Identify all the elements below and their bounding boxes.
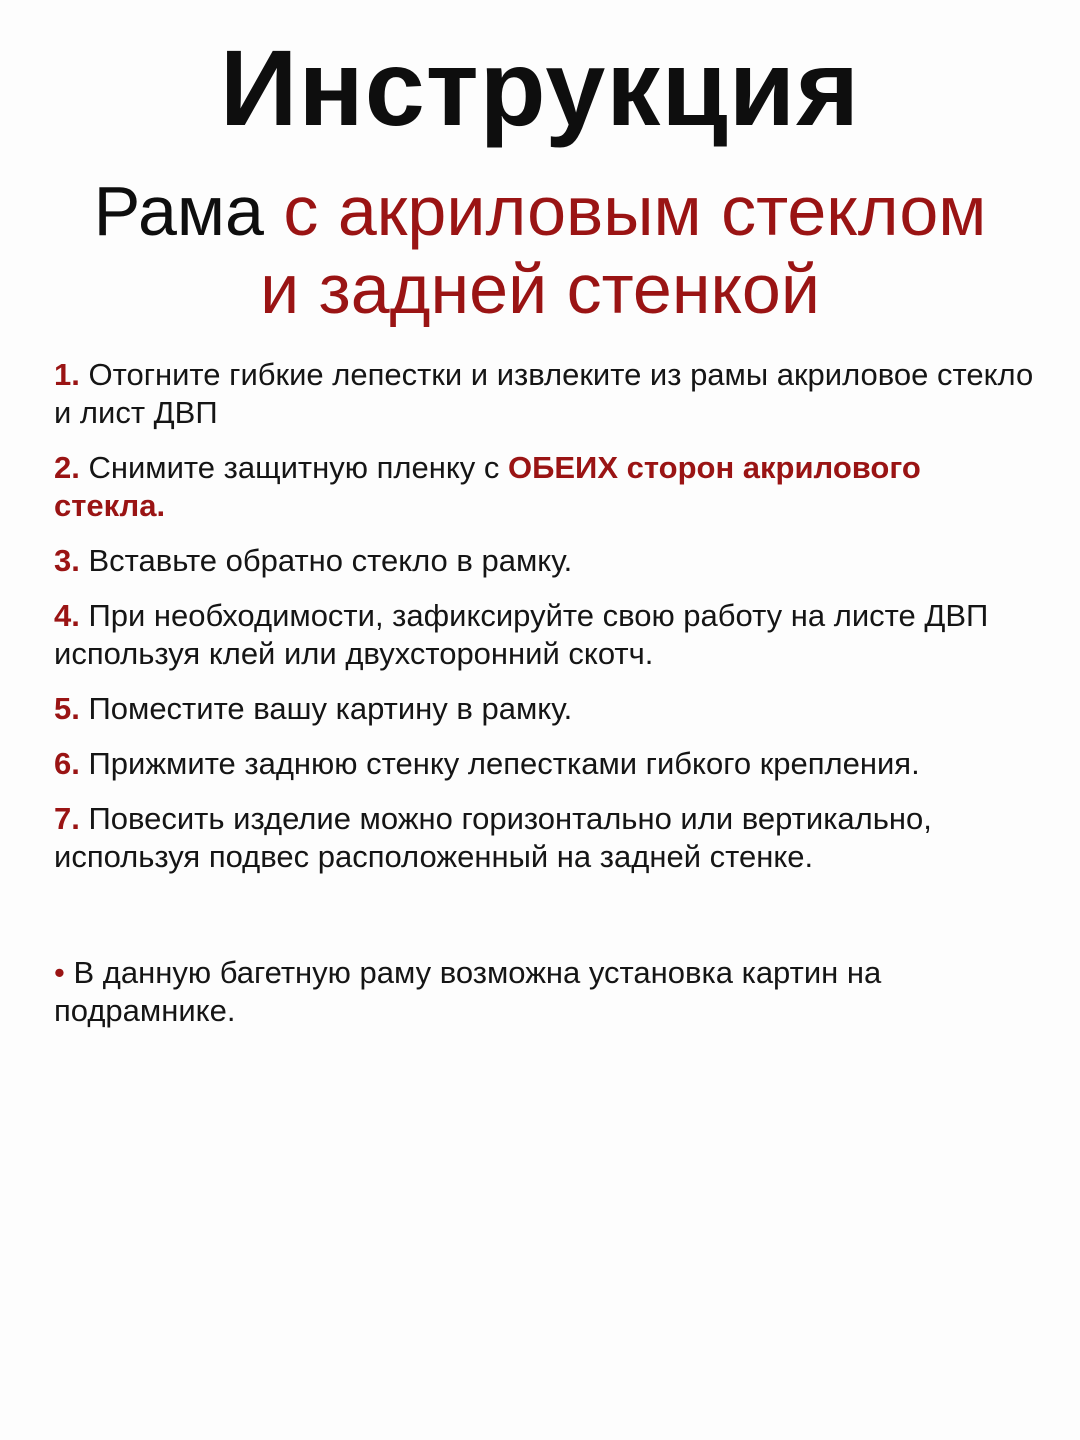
bullet-icon: •	[54, 955, 65, 990]
step-number: 7.	[54, 801, 80, 836]
step-text: Повесить изделие можно горизонтально или вертикально, используя подвес расположенный на задней стенке.	[54, 801, 932, 874]
step-6	[54, 745, 1034, 783]
subtitle-line-1	[0, 172, 1080, 250]
step-2	[54, 449, 1034, 525]
note-text: В данную багетную раму возможна установка картин на подрамнике.	[54, 955, 882, 1028]
step-3	[54, 542, 1034, 580]
subtitle-accent-1: с акриловым стеклом	[283, 172, 987, 250]
step-number: 1.	[54, 357, 80, 392]
step-number: 3.	[54, 543, 80, 578]
step-emphasis: ОБЕИХ сторон акрилового стекла.	[54, 450, 921, 523]
step-1	[54, 356, 1034, 432]
step-number: 4.	[54, 598, 80, 633]
subtitle	[0, 172, 1080, 328]
step-text: Прижмите заднюю стенку лепестками гибкого крепления.	[88, 746, 920, 781]
step-7	[54, 800, 1034, 876]
note	[54, 954, 1034, 1030]
step-text: Отогните гибкие лепестки и извлеките из рамы акриловое стекло и лист ДВП	[54, 357, 1034, 430]
step-text: При необходимости, зафиксируйте свою работу на листе ДВП используя клей или двухсторонний скотч.	[54, 598, 989, 671]
step-number: 2.	[54, 450, 80, 485]
step-4	[54, 597, 1034, 673]
subtitle-plain: Рама	[93, 172, 264, 250]
step-number: 6.	[54, 746, 80, 781]
step-text: Вставьте обратно стекло в рамку.	[88, 543, 573, 578]
steps-list	[54, 356, 1034, 893]
step-text: Снимите защитную пленку с	[88, 450, 500, 485]
step-5	[54, 690, 1034, 728]
subtitle-accent-2: и задней стенкой	[260, 250, 820, 328]
step-text: Поместите вашу картину в рамку.	[88, 691, 573, 726]
page-title: Инструкция	[219, 27, 861, 148]
step-number: 5.	[54, 691, 80, 726]
